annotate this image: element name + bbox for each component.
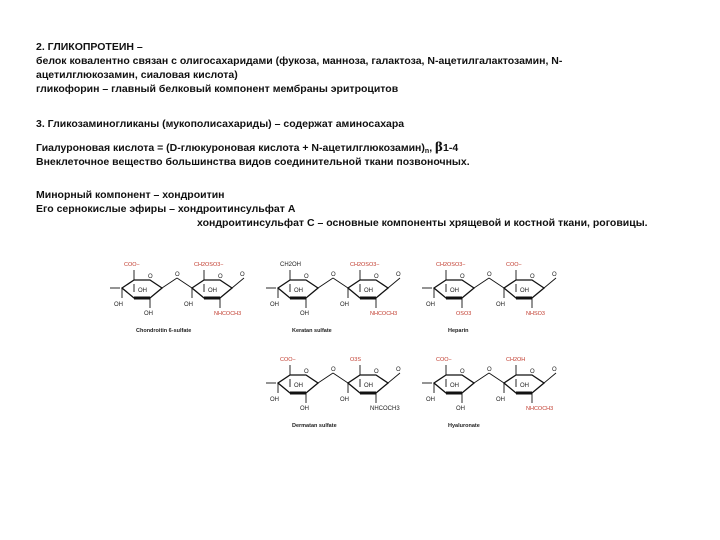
hyaluronic-line-1: Гиалуроновая кислота = (D-глюкуроновая кислота + $N-ацетилглюкозамин)_n$, β1-4 [36, 140, 459, 155]
oh-label: OH [496, 397, 505, 403]
oh-label: OH [270, 397, 279, 403]
ring-oxygen-label: O [374, 274, 379, 280]
glycosidic-bond [474, 278, 489, 288]
chain-bond [544, 278, 556, 288]
glycosidic-oxygen-label: O [487, 272, 492, 278]
bottom-substituent-label: NHSO3 [526, 311, 545, 317]
bottom-substituent-label: OH [300, 311, 309, 317]
ring-oxygen-label: O [218, 274, 223, 280]
glycosidic-bond [474, 373, 489, 383]
glycosidic-bond [162, 278, 177, 288]
glycosidic-oxygen-label: O [331, 367, 336, 373]
top-substituent-label: COO− [436, 357, 452, 363]
oh-label: OH [184, 302, 193, 308]
beta-symbol: β [435, 140, 443, 154]
glycoprotein-line-1: белок ковалентно связан с олигосахаридами (фукоза, манноза, галактоза, N-ацетилгалактозамин, N- [36, 55, 563, 67]
glycoprotein-heading: 2. ГЛИКОПРОТЕИН – [36, 41, 143, 53]
dermatan-sulfate-structure [266, 357, 401, 429]
top-substituent-label: COO− [280, 357, 296, 363]
glycoprotein-line-3: гликофорин – главный белковый компонент мембраны эритроцитов [36, 83, 399, 95]
structure-caption: Heparin [448, 328, 469, 334]
chain-bond [388, 278, 400, 288]
oh-label: OH [138, 288, 147, 294]
minor-line-1: Минорный компонент – хондроитин [36, 189, 225, 201]
oh-label: OH [114, 302, 123, 308]
bottom-substituent-label: NHCOCH3 [526, 406, 554, 412]
chain-bond [232, 278, 244, 288]
ring-oxygen-label: O [304, 369, 309, 375]
structure-caption: Keratan sulfate [292, 328, 332, 334]
oh-label: OH [270, 302, 279, 308]
hyaluronic-formula: Гиалуроновая кислота = (D-глюкуроновая кислота + N-ацетилглюкозамин) [36, 142, 425, 154]
linkage-label: 1-4 [443, 142, 459, 154]
minor-line-3: хондроитинсульфат С – основные компоненты хрящевой и костной ткани, роговицы. [197, 217, 648, 229]
oh-label: OH [496, 302, 505, 308]
chain-oxygen-label: O [552, 272, 557, 278]
glycosidic-oxygen-label: O [175, 272, 180, 278]
top-substituent-label: CH2OH [280, 262, 302, 268]
ring-oxygen-label: O [374, 369, 379, 375]
glycoprotein-line-2: ацетилглюкозамин, сиаловая кислота) [36, 69, 238, 81]
top-substituent-label: COO− [124, 262, 140, 268]
section-gag-heading: 3. Гликозаминогликаны (мукополисахариды) – содержат аминосахара [36, 118, 405, 130]
glycosidic-bond [489, 278, 504, 288]
chain-oxygen-label: O [240, 272, 245, 278]
oh-label: OH [294, 383, 303, 389]
chondroitin-6-sulfate-structure [110, 262, 245, 334]
bottom-substituent-label: OH [300, 406, 309, 412]
glycosidic-bond [177, 278, 192, 288]
bottom-substituent-label: OSO3 [456, 311, 472, 317]
top-substituent-label: CH2OSO3− [350, 262, 380, 268]
oh-label: OH [208, 288, 217, 294]
minor-line-2: Его сернокислые эфиры – хондроитинсульфат А [36, 203, 296, 215]
keratan-sulfate-structure [266, 262, 401, 334]
glycosidic-oxygen-label: O [487, 367, 492, 373]
ring-oxygen-label: O [304, 274, 309, 280]
top-substituent-label: CH2OSO3− [436, 262, 466, 268]
chain-oxygen-label: O [396, 367, 401, 373]
ring-oxygen-label: O [460, 369, 465, 375]
structure-caption: Hyaluronate [448, 423, 480, 429]
glycosidic-bond [318, 278, 333, 288]
oh-label: OH [520, 288, 529, 294]
structure-caption: Chondroitin 6-sulfate [136, 328, 192, 334]
oh-label: OH [426, 397, 435, 403]
oh-label: OH [364, 288, 373, 294]
bottom-substituent-label: NHCOCH3 [370, 311, 398, 317]
ring-oxygen-label: O [460, 274, 465, 280]
oh-label: OH [450, 288, 459, 294]
oh-label: OH [520, 383, 529, 389]
ring-oxygen-label: O [530, 369, 535, 375]
chain-oxygen-label: O [552, 367, 557, 373]
glycosidic-bond [333, 373, 348, 383]
heparin-structure [422, 262, 557, 334]
top-substituent-label: COO− [506, 262, 522, 268]
oh-label: OH [340, 302, 349, 308]
oh-label: OH [340, 397, 349, 403]
ring-oxygen-label: O [530, 274, 535, 280]
oh-label: OH [426, 302, 435, 308]
bottom-substituent-label: NHCOCH3 [214, 311, 242, 317]
chain-bond [544, 373, 556, 383]
structure-caption: Dermatan sulfate [292, 423, 337, 429]
bottom-substituent-label: OH [144, 311, 153, 317]
polymer-subscript: n [424, 148, 430, 155]
oh-label: OH [364, 383, 373, 389]
top-substituent-label: CH2OH [506, 357, 526, 363]
oh-label: OH [450, 383, 459, 389]
hyaluronic-line-2: Внеклеточное вещество большинства видов соединительной ткани позвоночных. [36, 156, 470, 168]
bottom-substituent-label: NHCOCH3 [370, 406, 400, 412]
glycosidic-bond [333, 278, 348, 288]
glycosidic-bond [489, 373, 504, 383]
ring-oxygen-label: O [148, 274, 153, 280]
oh-label: OH [294, 288, 303, 294]
glycosidic-oxygen-label: O [331, 272, 336, 278]
bottom-substituent-label: OH [456, 406, 465, 412]
chain-bond [388, 373, 400, 383]
hyaluronate-structure [422, 357, 557, 429]
top-substituent-label: O3S [350, 357, 362, 363]
glycosidic-bond [318, 373, 333, 383]
top-substituent-label: CH2OSO3− [194, 262, 224, 268]
chain-oxygen-label: O [396, 272, 401, 278]
